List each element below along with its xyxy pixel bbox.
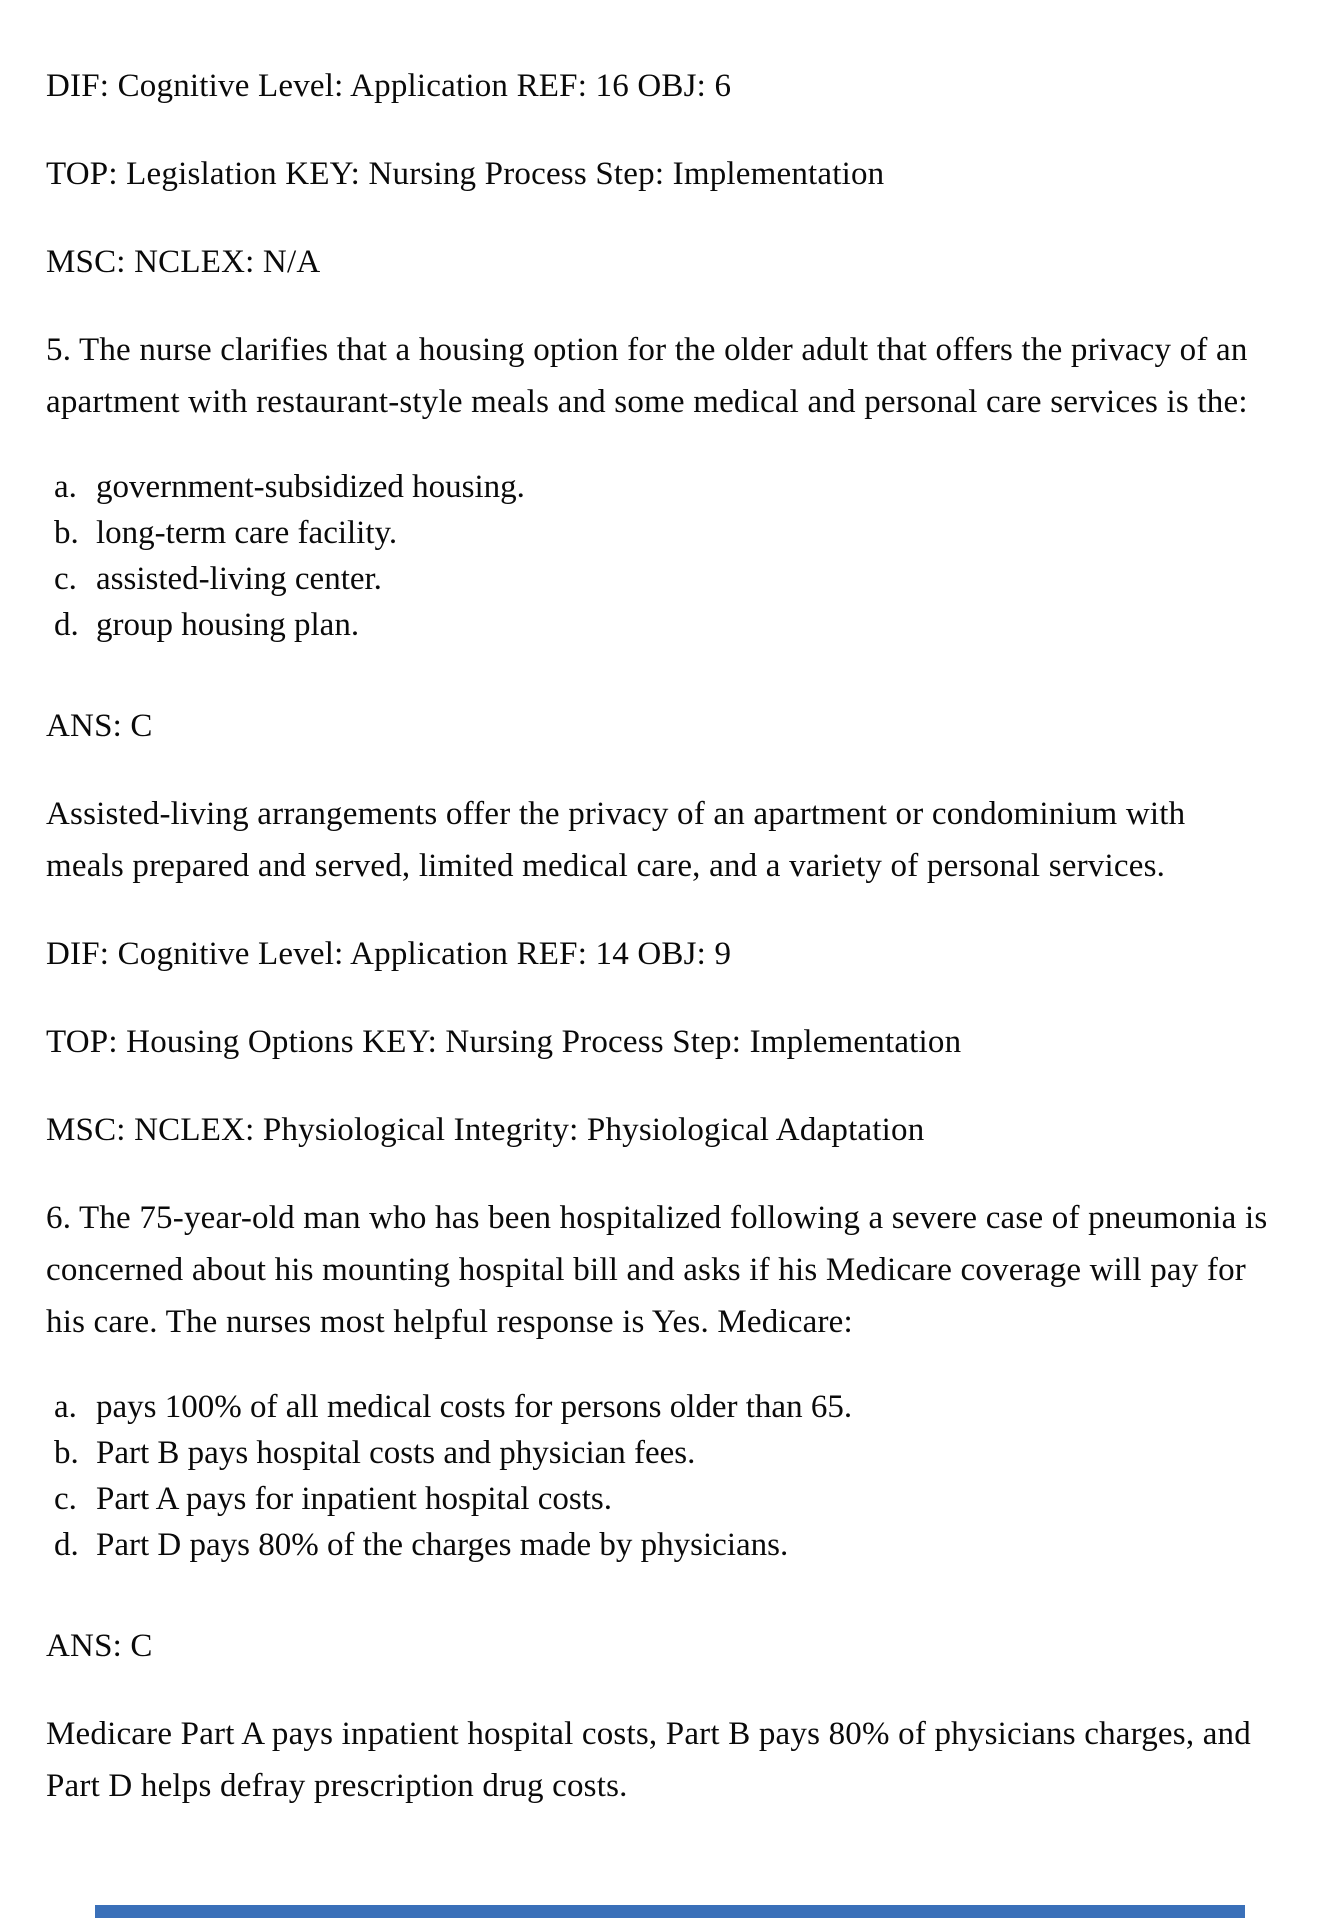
- question-5-top-line: TOP: Housing Options KEY: Nursing Process Step: Implementation: [46, 1024, 962, 1060]
- page-divider-bar: [95, 1905, 1245, 1918]
- question-6-options: [46, 1384, 1270, 1568]
- option-text: long-term care facility.: [96, 515, 398, 551]
- option-letter: b.: [54, 515, 79, 551]
- meta-msc-line: MSC: NCLEX: N/A: [46, 244, 321, 280]
- option-text: Part B pays hospital costs and physician fees.: [96, 1435, 696, 1471]
- option-text: pays 100% of all medical costs for persons older than 65.: [96, 1389, 853, 1425]
- option-letter: d.: [54, 1527, 79, 1563]
- option-item: [54, 1476, 1270, 1522]
- option-letter: a.: [54, 1389, 77, 1425]
- option-text: Part D pays 80% of the charges made by physicians.: [96, 1527, 789, 1563]
- option-item: [54, 1522, 1270, 1568]
- option-item: [54, 510, 1270, 556]
- question-6-stem: 6. The 75-year-old man who has been hospitalized following a severe case of pneumonia is concerned about his mounting hospital bill and asks if his Medicare coverage will pay for his care. The nurses most helpful response is Yes. Medicare:: [46, 1200, 1268, 1340]
- option-text: group housing plan.: [96, 607, 360, 643]
- option-letter: d.: [54, 607, 79, 643]
- meta-top-line: TOP: Legislation KEY: Nursing Process Step: Implementation: [46, 156, 885, 192]
- question-5-options: [46, 464, 1270, 648]
- option-letter: c.: [54, 1481, 77, 1517]
- option-letter: a.: [54, 469, 77, 505]
- option-item: [54, 602, 1270, 648]
- option-item: [54, 1430, 1270, 1476]
- question-5-rationale: Assisted-living arrangements offer the privacy of an apartment or condominium with meals prepared and served, limited medical care, and a variety of personal services.: [46, 796, 1186, 884]
- option-text: government-subsidized housing.: [96, 469, 525, 505]
- question-5-answer: ANS: C: [46, 708, 153, 744]
- meta-dif-line: DIF: Cognitive Level: Application REF: 16 OBJ: 6: [46, 68, 732, 104]
- option-item: [54, 556, 1270, 602]
- question-5-msc-line: MSC: NCLEX: Physiological Integrity: Physiological Adaptation: [46, 1112, 925, 1148]
- option-letter: b.: [54, 1435, 79, 1471]
- option-text: Part A pays for inpatient hospital costs.: [96, 1481, 613, 1517]
- option-letter: c.: [54, 561, 77, 597]
- question-5-dif-line: DIF: Cognitive Level: Application REF: 14 OBJ: 9: [46, 936, 732, 972]
- question-6-answer: ANS: C: [46, 1628, 153, 1664]
- option-text: assisted-living center.: [96, 561, 382, 597]
- option-item: [54, 464, 1270, 510]
- question-6-rationale: Medicare Part A pays inpatient hospital costs, Part B pays 80% of physicians charges, and Part D helps defray prescription drug costs.: [46, 1716, 1251, 1804]
- question-5-stem: 5. The nurse clarifies that a housing option for the older adult that offers the privacy of an apartment with restaurant-style meals and some medical and personal care services is the:: [46, 332, 1248, 420]
- option-item: [54, 1384, 1270, 1430]
